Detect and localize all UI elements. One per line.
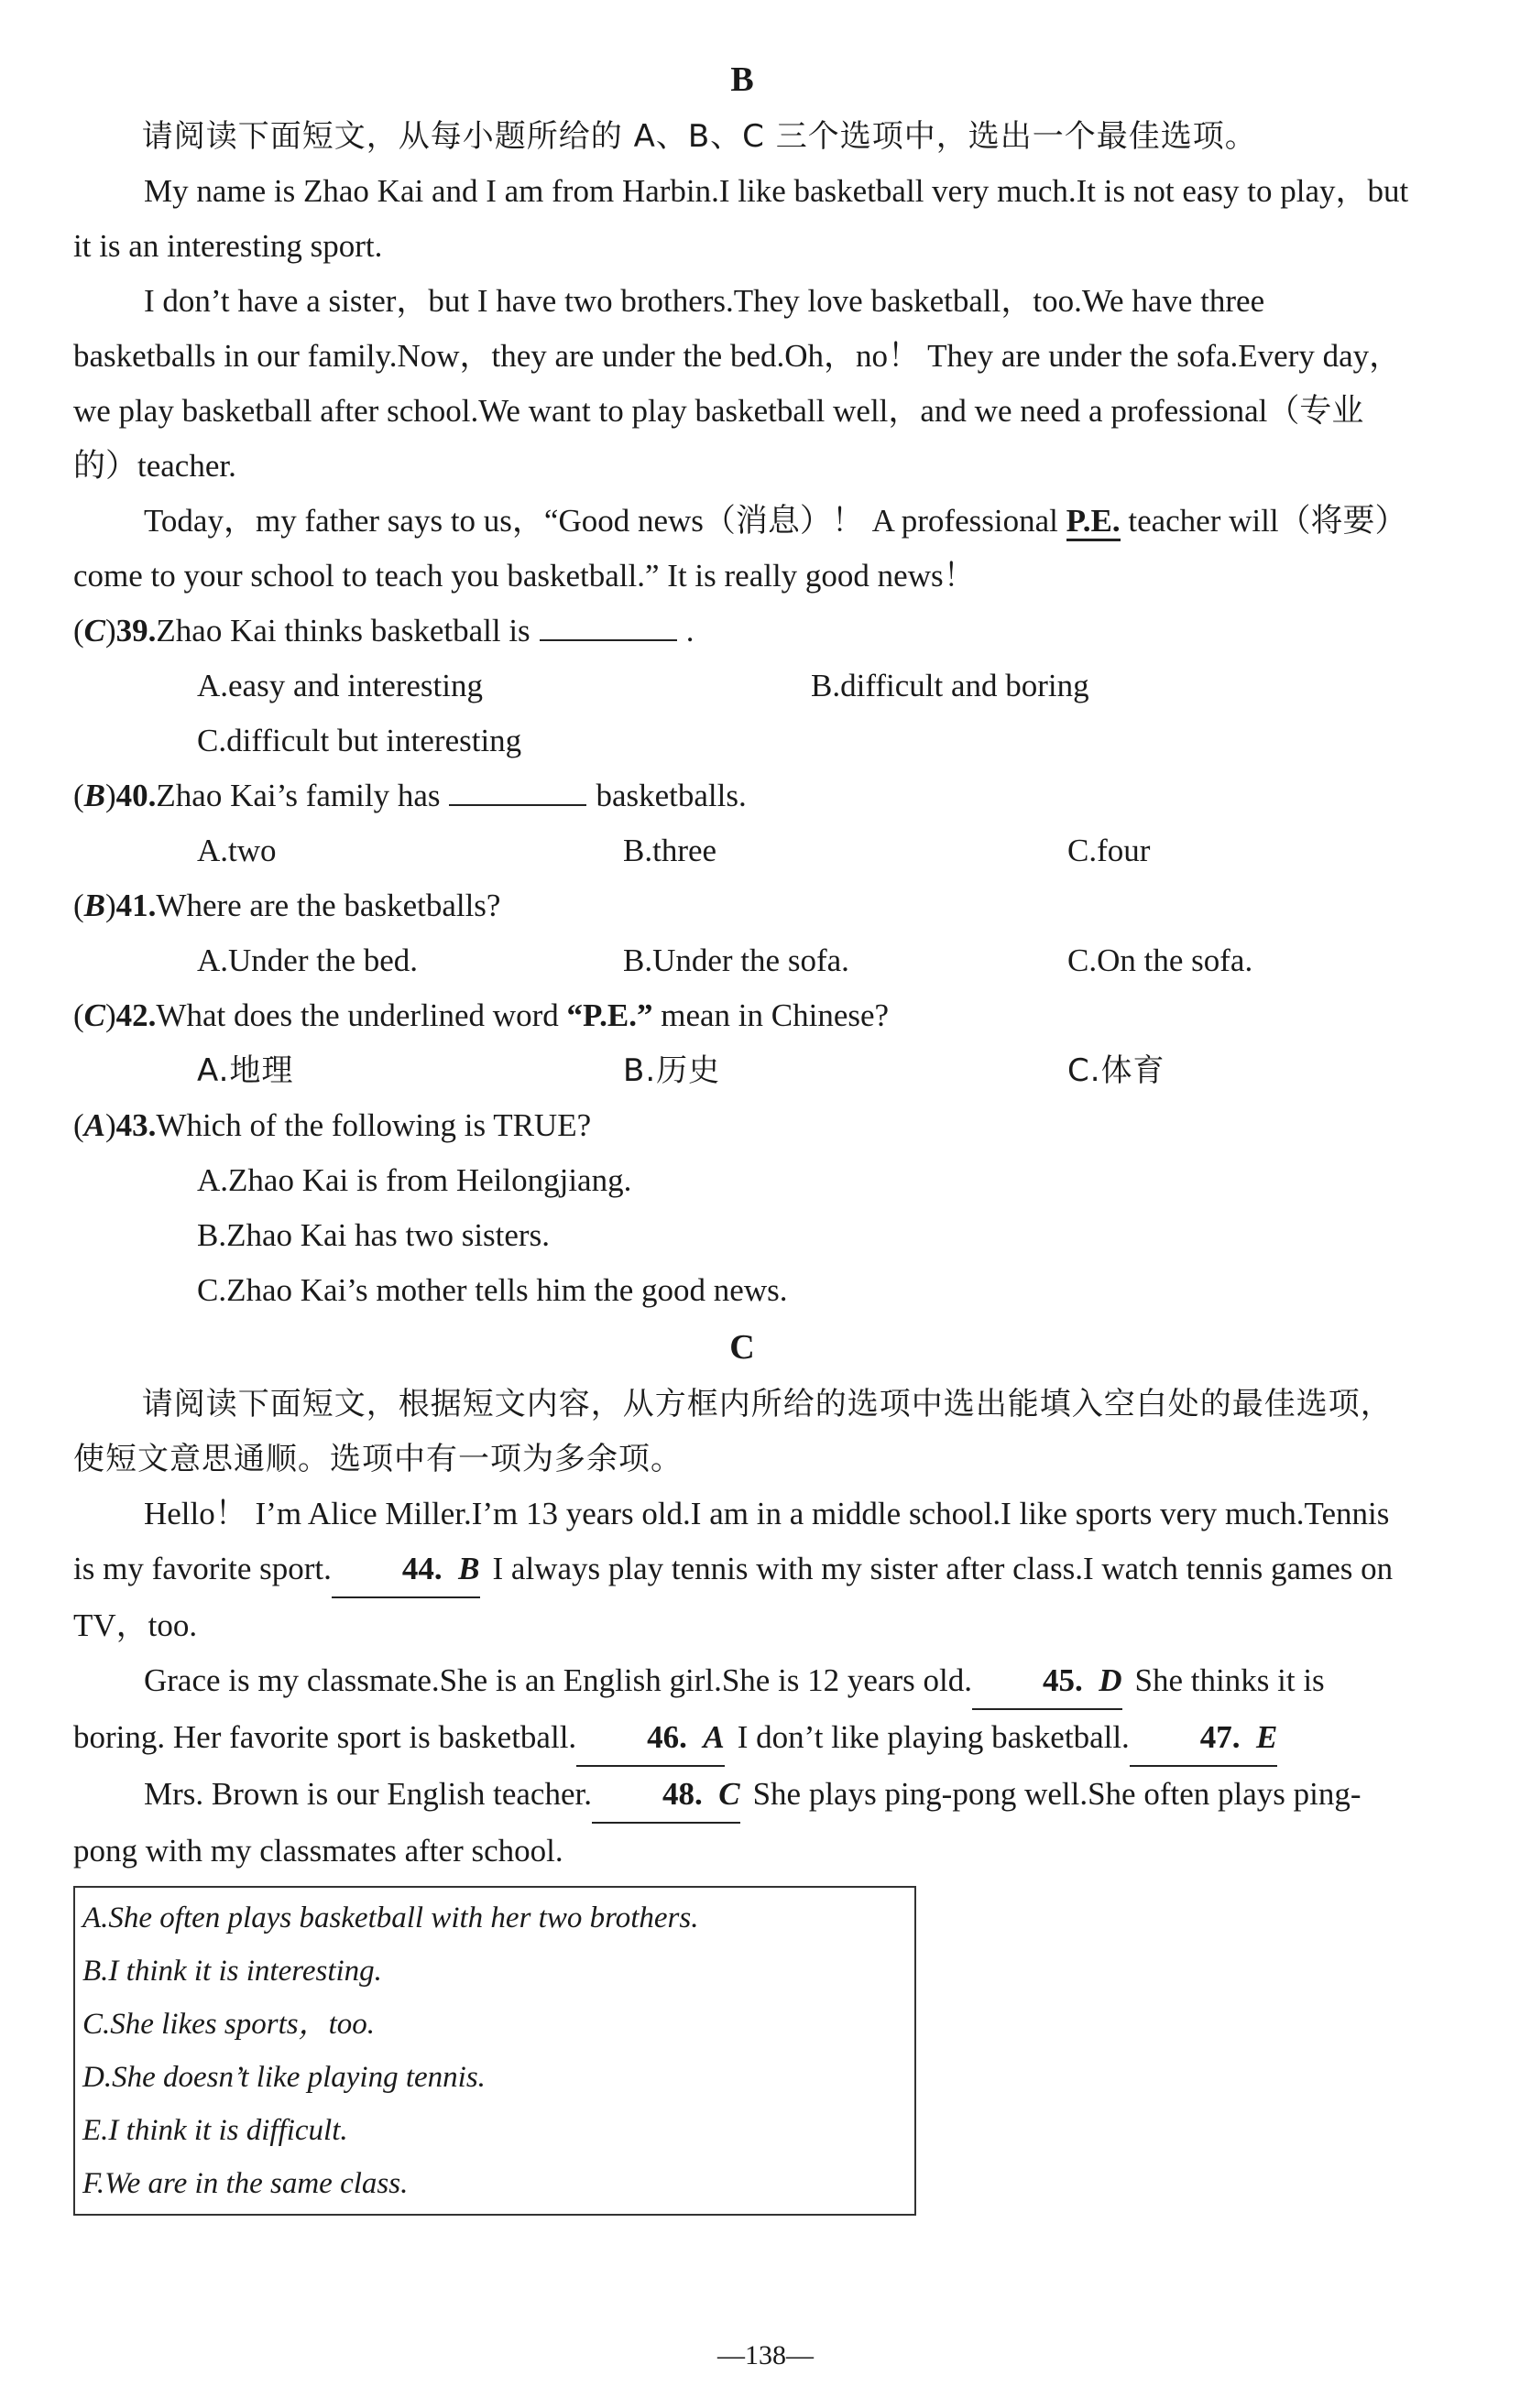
- section-c-heading: C: [729, 1328, 755, 1367]
- answer-blank: [449, 773, 586, 806]
- options: [73, 933, 1411, 988]
- blank-number: 47.: [1199, 1719, 1241, 1755]
- passage-b-para1: My name is Zhao Kai and I am from Harbin.I like basketball very much.It is not easy to play，but it is an interesting sport.: [73, 173, 1409, 264]
- option-b: B.历史: [623, 1052, 721, 1089]
- text: She plays ping-pong well.She often plays ping-pong with my classmates after school.: [73, 1776, 1361, 1869]
- option-b: B.difficult and boring: [811, 668, 1089, 703]
- passage-c-para3: [73, 1767, 1411, 1879]
- question-stem-end: basketballs.: [596, 778, 747, 813]
- question-43: (A)43.Which of the following is TRUE?: [73, 1107, 592, 1143]
- option-a: A.Zhao Kai is from Heilongjiang.: [197, 1162, 632, 1198]
- answer: B: [83, 778, 106, 813]
- option-a: A.two: [197, 833, 277, 868]
- blank-47: [1130, 1710, 1278, 1767]
- question-stem: What does the underlined word: [156, 997, 559, 1033]
- text: I don’t like playing basketball.: [737, 1719, 1130, 1755]
- blank-46: [576, 1710, 725, 1767]
- question-number: 43.: [115, 1107, 157, 1143]
- box-option-a: A.She often plays basketball with her two brothers.: [82, 1901, 699, 1934]
- option-c: C.difficult but interesting: [197, 723, 522, 758]
- option-b: B.Zhao Kai has two sisters.: [197, 1217, 550, 1253]
- option-c: C.体育: [1067, 1052, 1165, 1089]
- question-stem: Which of the following is TRUE?: [156, 1107, 592, 1143]
- options: [73, 1043, 1411, 1098]
- text: Hello！ I’m Alice Miller.I’m 13 years old.I am in a middle school.I like sports very much.Tennis is my favorite sport.: [73, 1496, 1390, 1586]
- text: I always play tennis with my sister after class.I watch tennis games on TV，too.: [73, 1551, 1394, 1643]
- box-option-d: D.She doesn’t like playing tennis.: [82, 2061, 486, 2094]
- option-a: A.Under the bed.: [197, 942, 419, 978]
- options: [73, 659, 1411, 714]
- answer: C: [83, 613, 106, 648]
- question-stem-end: .: [685, 613, 694, 648]
- options-box: [73, 1886, 916, 2216]
- question-42: (C)42.What does the underlined word “P.E.” mean in Chinese?: [73, 997, 890, 1033]
- question-stem: Zhao Kai’s family has: [156, 778, 441, 813]
- question-stem-end: mean in Chinese?: [661, 997, 890, 1033]
- blank-answer: D: [1099, 1662, 1122, 1698]
- blank-number: 45.: [1043, 1662, 1083, 1698]
- text: Grace is my classmate.She is an English girl.She is 12 years old.: [144, 1662, 973, 1698]
- option-a: A.地理: [197, 1052, 294, 1089]
- question-number: 39.: [115, 613, 157, 648]
- para3-post: teacher will（将要）come to your school to teach you basketball.” It is really good news！: [73, 503, 1407, 594]
- question-keyword: “P.E.”: [566, 997, 653, 1033]
- box-option-b: B.I think it is interesting.: [82, 1955, 382, 1988]
- question-41: (B)41.Where are the basketballs?: [73, 888, 501, 923]
- blank-44: [332, 1542, 480, 1598]
- page: [73, 50, 1411, 2216]
- answer: C: [83, 997, 106, 1033]
- blank-answer: B: [458, 1551, 480, 1586]
- option-c: C.Zhao Kai’s mother tells him the good news.: [197, 1272, 788, 1308]
- answer: A: [83, 1107, 106, 1143]
- blank-number: 46.: [647, 1719, 687, 1755]
- options: [73, 823, 1411, 878]
- option-b: B.three: [623, 833, 717, 868]
- blank-48: [592, 1767, 740, 1824]
- section-b-heading: B: [730, 60, 754, 99]
- section-c-instruction: 请阅读下面短文，根据短文内容，从方框内所给的选项中选出能填入空白处的最佳选项，使短文意思通顺。选项中有一项为多余项。: [73, 1386, 1393, 1477]
- answer: B: [83, 888, 106, 923]
- underlined-word: P.E.: [1066, 503, 1121, 541]
- passage-c-para2: [73, 1653, 1411, 1767]
- blank-number: 44.: [401, 1551, 443, 1586]
- blank-45: [972, 1653, 1122, 1710]
- text: Mrs. Brown is our English teacher.: [144, 1776, 592, 1812]
- box-option-c: C.She likes sports，too.: [82, 2008, 375, 2041]
- para3-pre: Today，my father says to us，“Good news（消息）！ A professional: [144, 503, 1058, 539]
- box-option-f: F.We are in the same class.: [82, 2167, 409, 2200]
- option-b: B.Under the sofa.: [623, 942, 849, 978]
- question-stem: Where are the basketballs?: [156, 888, 501, 923]
- page-number: —138—: [717, 2340, 814, 2370]
- section-b-instruction: 请阅读下面短文，从每小题所给的 A、B、C 三个选项中，选出一个最佳选项。: [141, 118, 1257, 155]
- question-39: (C)39.Zhao Kai thinks basketball is .: [73, 604, 1411, 659]
- option-c: C.four: [1067, 833, 1151, 868]
- passage-b-para2: I don’t have a sister，but I have two brothers.They love basketball，too.We have three basketballs in our family.Now，they are under the bed.Oh，no！ They are under the sofa.Every day，we play basketball after school.We want to play basketball well，and we need a professional（专业的）teacher.: [73, 283, 1402, 484]
- question-number: 41.: [115, 888, 157, 923]
- passage-b-para3: [73, 494, 1411, 604]
- question-40: (B)40.Zhao Kai’s family has basketballs.: [73, 768, 1411, 823]
- blank-number: 48.: [662, 1776, 703, 1812]
- passage-c-para1: [73, 1487, 1411, 1653]
- question-stem: Zhao Kai thinks basketball is: [156, 613, 530, 648]
- answer-blank: [540, 608, 677, 641]
- blank-answer: C: [718, 1776, 740, 1812]
- option-c: C.On the sofa.: [1067, 942, 1253, 978]
- option-a: A.easy and interesting: [197, 668, 483, 703]
- question-number: 40.: [115, 778, 157, 813]
- blank-answer: E: [1256, 1719, 1278, 1755]
- question-number: 42.: [115, 997, 157, 1033]
- text: She thinks it is boring. Her favorite sport is basketball.: [73, 1662, 1325, 1755]
- box-option-e: E.I think it is difficult.: [82, 2114, 348, 2147]
- blank-answer: A: [703, 1719, 725, 1755]
